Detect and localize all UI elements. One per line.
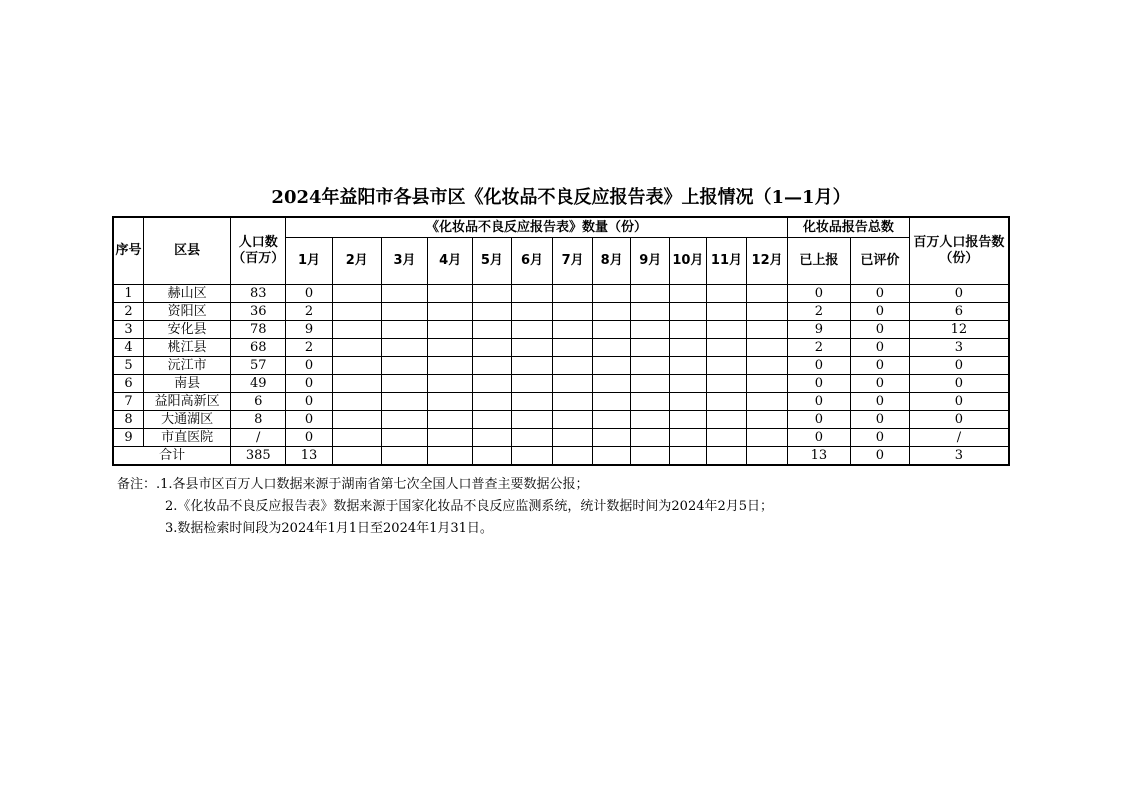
report-title: 2024年益阳市各县市区《化妆品不良反应报告表》上报情况（1—1月） — [271, 187, 851, 208]
cell-month — [332, 321, 381, 339]
cell-month — [592, 321, 631, 339]
cell-month — [670, 447, 707, 466]
cell-month — [381, 285, 428, 303]
cell-month — [473, 393, 512, 411]
header-reported: 已上报 — [787, 238, 850, 285]
cell-month — [631, 375, 670, 393]
header-month: 8月 — [592, 238, 631, 285]
table-row — [113, 393, 1009, 411]
cell-month — [631, 339, 670, 357]
cell-month — [511, 321, 553, 339]
cell-month: 9 — [286, 321, 333, 339]
cell-month — [473, 339, 512, 357]
cell-month — [631, 321, 670, 339]
header-month: 12月 — [747, 238, 788, 285]
cell-population: 6 — [231, 393, 286, 411]
cell-month — [381, 393, 428, 411]
cell-month — [706, 321, 747, 339]
cell-month — [631, 447, 670, 466]
cell-month — [706, 303, 747, 321]
cell-month — [332, 411, 381, 429]
cell-reported: 9 — [787, 321, 850, 339]
cell-month — [473, 429, 512, 447]
cell-evaluated: 0 — [850, 321, 909, 339]
cell-month — [511, 447, 553, 466]
cell-per-million: 0 — [909, 285, 1009, 303]
cell-seq: 6 — [113, 375, 143, 393]
cell-county: 桃江县 — [143, 339, 230, 357]
cell-seq: 8 — [113, 411, 143, 429]
cell-month — [706, 339, 747, 357]
cell-reported: 0 — [787, 429, 850, 447]
cell-county: 大通湖区 — [143, 411, 230, 429]
cell-evaluated: 0 — [850, 375, 909, 393]
cell-month — [553, 321, 593, 339]
header-month: 1月 — [286, 238, 333, 285]
cell-month — [381, 303, 428, 321]
cell-evaluated: 0 — [850, 429, 909, 447]
cell-population: 68 — [231, 339, 286, 357]
cell-month — [670, 285, 707, 303]
cell-month — [381, 339, 428, 357]
cell-month — [747, 303, 788, 321]
cell-evaluated: 0 — [850, 447, 909, 466]
cell-month — [631, 303, 670, 321]
header-per-million: 百万人口报告数（份） — [909, 217, 1009, 285]
cell-month — [381, 375, 428, 393]
cell-month — [706, 411, 747, 429]
cell-seq: 7 — [113, 393, 143, 411]
cell-evaluated: 0 — [850, 339, 909, 357]
header-population: 人口数（百万） — [231, 217, 286, 285]
cell-month — [332, 303, 381, 321]
cell-seq: 5 — [113, 357, 143, 375]
cell-month — [706, 285, 747, 303]
note-line: 2.《化妆品不良反应报告表》数据来源于国家化妆品不良反应监测系统，统计数据时间为2024年2月5日； — [165, 499, 774, 514]
cell-seq: 4 — [113, 339, 143, 357]
cell-month — [473, 303, 512, 321]
cell-month — [592, 357, 631, 375]
cell-reported: 2 — [787, 303, 850, 321]
cell-reported: 0 — [787, 375, 850, 393]
cell-reported: 0 — [787, 411, 850, 429]
table-row — [113, 285, 1009, 303]
cell-month — [428, 429, 473, 447]
cell-month — [747, 357, 788, 375]
cell-month — [511, 375, 553, 393]
table-row — [113, 321, 1009, 339]
cell-month — [428, 375, 473, 393]
cell-month — [747, 321, 788, 339]
cell-month — [473, 375, 512, 393]
cell-month — [428, 285, 473, 303]
cell-month — [511, 411, 553, 429]
cell-month — [592, 339, 631, 357]
table-row — [113, 411, 1009, 429]
cell-month — [511, 339, 553, 357]
cell-evaluated: 0 — [850, 357, 909, 375]
cell-month — [381, 447, 428, 466]
cell-county: 市直医院 — [143, 429, 230, 447]
cell-month — [473, 321, 512, 339]
cell-population: 83 — [231, 285, 286, 303]
cell-month — [747, 411, 788, 429]
cell-month — [670, 429, 707, 447]
header-evaluated: 已评价 — [850, 238, 909, 285]
cell-month — [706, 357, 747, 375]
cell-month — [747, 429, 788, 447]
table-row — [113, 357, 1009, 375]
cell-per-million: 0 — [909, 375, 1009, 393]
cell-month — [553, 447, 593, 466]
cell-county: 安化县 — [143, 321, 230, 339]
cell-month — [592, 375, 631, 393]
cell-month — [381, 321, 428, 339]
cell-month: 2 — [286, 339, 333, 357]
cell-month — [332, 339, 381, 357]
cell-month — [670, 303, 707, 321]
cell-month — [631, 285, 670, 303]
cell-month: 0 — [286, 411, 333, 429]
header-seq: 序号 — [113, 217, 143, 285]
cell-month — [747, 375, 788, 393]
cell-month — [553, 429, 593, 447]
cell-month — [428, 303, 473, 321]
cell-population: 49 — [231, 375, 286, 393]
cell-month — [747, 339, 788, 357]
cell-month — [553, 339, 593, 357]
cell-month — [511, 285, 553, 303]
notes-label: 备注： — [117, 477, 157, 492]
header-monthly-group: 《化妆品不良反应报告表》数量（份） — [286, 217, 788, 238]
cell-month — [428, 321, 473, 339]
cell-population: 57 — [231, 357, 286, 375]
cell-seq: 1 — [113, 285, 143, 303]
cell-month — [381, 357, 428, 375]
header-month: 7月 — [553, 238, 593, 285]
header-month: 4月 — [428, 238, 473, 285]
cell-month — [553, 411, 593, 429]
cell-month — [381, 411, 428, 429]
cell-population: 8 — [231, 411, 286, 429]
cell-month — [473, 411, 512, 429]
cell-reported: 0 — [787, 285, 850, 303]
cell-reported: 13 — [787, 447, 850, 466]
cell-month: 0 — [286, 393, 333, 411]
cell-reported: 0 — [787, 357, 850, 375]
cell-month — [511, 393, 553, 411]
cell-month: 0 — [286, 429, 333, 447]
cell-county: 益阳高新区 — [143, 393, 230, 411]
cell-month — [332, 357, 381, 375]
cell-month — [670, 339, 707, 357]
table-row — [113, 375, 1009, 393]
cell-month — [511, 303, 553, 321]
cell-month — [473, 357, 512, 375]
cell-month — [592, 303, 631, 321]
cell-month — [747, 393, 788, 411]
cell-per-million: 0 — [909, 393, 1009, 411]
header-month: 2月 — [332, 238, 381, 285]
cell-population: 78 — [231, 321, 286, 339]
cell-county: 资阳区 — [143, 303, 230, 321]
cell-evaluated: 0 — [850, 285, 909, 303]
cell-per-million: 6 — [909, 303, 1009, 321]
cell-month — [706, 429, 747, 447]
header-month: 9月 — [631, 238, 670, 285]
cell-month — [381, 429, 428, 447]
cell-month — [592, 429, 631, 447]
table-row — [113, 303, 1009, 321]
cell-county: 赫山区 — [143, 285, 230, 303]
cell-month — [553, 285, 593, 303]
cell-month — [631, 357, 670, 375]
cell-month: 2 — [286, 303, 333, 321]
cell-per-million: 0 — [909, 411, 1009, 429]
cell-evaluated: 0 — [850, 303, 909, 321]
cell-month — [473, 285, 512, 303]
cell-month — [332, 393, 381, 411]
cell-month — [553, 393, 593, 411]
header-month: 6月 — [511, 238, 553, 285]
cell-month — [631, 411, 670, 429]
header-month: 3月 — [381, 238, 428, 285]
cell-month — [553, 357, 593, 375]
cell-month — [670, 375, 707, 393]
header-month: 11月 — [706, 238, 747, 285]
cell-month — [670, 393, 707, 411]
cell-month — [428, 447, 473, 466]
note-line: 3.数据检索时间段为2024年1月1日至2024年1月31日。 — [165, 521, 493, 536]
report-table — [112, 216, 1010, 466]
cell-per-million: 3 — [909, 447, 1009, 466]
cell-per-million: 0 — [909, 357, 1009, 375]
notes — [117, 474, 773, 540]
table-row — [113, 429, 1009, 447]
cell-month — [332, 285, 381, 303]
cell-seq: 3 — [113, 321, 143, 339]
cell-month — [592, 447, 631, 466]
cell-month — [428, 411, 473, 429]
cell-population: 36 — [231, 303, 286, 321]
cell-month — [473, 447, 512, 466]
table-row — [113, 339, 1009, 357]
cell-month — [428, 357, 473, 375]
cell-month — [511, 357, 553, 375]
cell-month — [706, 393, 747, 411]
cell-month — [670, 321, 707, 339]
cell-month — [511, 429, 553, 447]
cell-month: 0 — [286, 375, 333, 393]
cell-month — [592, 285, 631, 303]
cell-month — [747, 285, 788, 303]
header-county: 区县 — [143, 217, 230, 285]
cell-evaluated: 0 — [850, 393, 909, 411]
cell-month — [631, 393, 670, 411]
cell-month — [428, 393, 473, 411]
table-body — [113, 285, 1009, 466]
cell-month — [332, 447, 381, 466]
cell-month — [553, 303, 593, 321]
cell-month — [592, 393, 631, 411]
header-total-group: 化妆品报告总数 — [787, 217, 909, 238]
total-row — [113, 447, 1009, 466]
cell-seq: 2 — [113, 303, 143, 321]
cell-per-million: / — [909, 429, 1009, 447]
header-month: 10月 — [670, 238, 707, 285]
cell-month — [332, 375, 381, 393]
cell-month — [670, 357, 707, 375]
cell-month: 0 — [286, 357, 333, 375]
cell-month — [631, 429, 670, 447]
cell-month — [428, 339, 473, 357]
cell-county: 南县 — [143, 375, 230, 393]
cell-per-million: 3 — [909, 339, 1009, 357]
cell-reported: 0 — [787, 393, 850, 411]
cell-month: 0 — [286, 285, 333, 303]
cell-population: 385 — [231, 447, 286, 466]
cell-month — [553, 375, 593, 393]
cell-month — [670, 411, 707, 429]
header-month: 5月 — [473, 238, 512, 285]
note-line: .1.各县市区百万人口数据来源于湖南省第七次全国人口普查主要数据公报； — [156, 477, 589, 492]
cell-evaluated: 0 — [850, 411, 909, 429]
cell-county: 沅江市 — [143, 357, 230, 375]
cell-month — [747, 447, 788, 466]
cell-month — [706, 375, 747, 393]
cell-reported: 2 — [787, 339, 850, 357]
cell-seq: 9 — [113, 429, 143, 447]
cell-month — [332, 429, 381, 447]
cell-month — [706, 447, 747, 466]
cell-per-million: 12 — [909, 321, 1009, 339]
cell-month: 13 — [286, 447, 333, 466]
cell-population: / — [231, 429, 286, 447]
cell-total-label: 合计 — [113, 447, 231, 466]
cell-month — [592, 411, 631, 429]
